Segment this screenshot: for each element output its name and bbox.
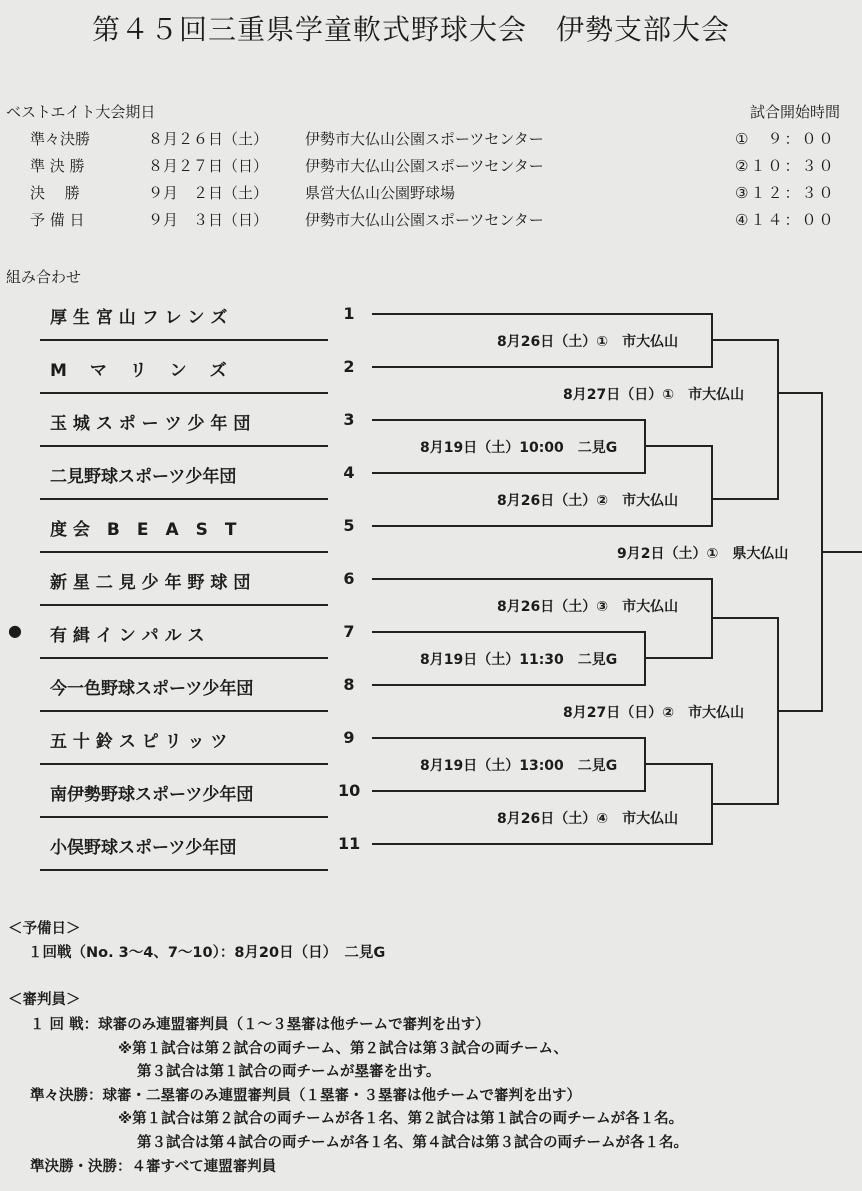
match-label: 8月26日（土）① 市大仏山 xyxy=(497,334,679,350)
team-name: 二見野球スポーツ少年団 xyxy=(50,467,237,487)
team-number: 10 xyxy=(338,781,361,800)
umpire-note: ※第１試合は第２試合の両チーム、第２試合は第３試合の両チーム、 xyxy=(118,1041,568,1057)
schedule-date: ８月２７日（日） xyxy=(148,157,269,175)
match-label: 8月27日（日）② 市大仏山 xyxy=(563,705,745,721)
match-label: 8月19日（土）10:00 二見G xyxy=(420,440,618,456)
team-name: 有 緝 イ ン パ ル ス xyxy=(50,626,205,646)
schedule-date: ９月 ３日（日） xyxy=(148,211,269,229)
match-label: 8月26日（土）③ 市大仏山 xyxy=(497,599,679,615)
match-label: 8月19日（土）11:30 二見G xyxy=(420,652,618,668)
start-time: ②１０：３０ xyxy=(735,157,836,175)
start-time-heading: 試合開始時間 xyxy=(749,103,840,121)
team-name: 五 十 鈴 ス ピ リ ッ ツ xyxy=(50,732,228,752)
team-name: 南伊勢野球スポーツ少年団 xyxy=(50,785,254,805)
marker-dot: ● xyxy=(8,621,22,640)
umpire-note: ※第１試合は第２試合の両チームが各１名、第２試合は第１試合の両チームが各１名。 xyxy=(118,1111,684,1127)
team-name: 今一色野球スポーツ少年団 xyxy=(50,679,254,699)
start-time: ① ９：００ xyxy=(735,130,836,148)
bracket-heading: 組み合わせ xyxy=(6,268,82,286)
reserve-heading: ＜予備日＞ xyxy=(8,921,81,937)
team-number: 8 xyxy=(343,675,355,694)
umpire-note: 準決勝・決勝：４審すべて連盟審判員 xyxy=(30,1159,277,1175)
umpire-heading: ＜審判員＞ xyxy=(8,992,81,1008)
match-label: 8月26日（土）④ 市大仏山 xyxy=(497,811,679,827)
schedule-venue: 伊勢市大仏山公園スポーツセンター xyxy=(305,157,544,175)
umpire-note: 準々決勝：球審・二塁審のみ連盟審判員（１塁審・３塁審は他チームで審判を出す） xyxy=(30,1088,581,1104)
team-name: 新 星 二 見 少 年 野 球 団 xyxy=(50,573,251,593)
schedule-venue: 県営大仏山公園野球場 xyxy=(305,184,456,202)
start-time: ③１２：３０ xyxy=(735,184,836,202)
team-name: 小俣野球スポーツ少年団 xyxy=(50,838,237,858)
schedule-date: ８月２６日（土） xyxy=(148,130,269,148)
team-name: 度 会 B E A S T xyxy=(50,520,237,540)
team-number: 3 xyxy=(343,410,355,429)
match-label: 8月26日（土）② 市大仏山 xyxy=(497,493,679,509)
team-number: 9 xyxy=(343,728,355,747)
reserve-line: １回戦（No. 3～4、7～10）：8月20日（日） 二見G xyxy=(28,945,386,961)
umpire-note: 第３試合は第１試合の両チームが塁審を出す。 xyxy=(137,1064,441,1080)
schedule-round: 準 決 勝 xyxy=(30,157,85,175)
team-name: M マ リ ン ズ xyxy=(50,361,227,381)
schedule-round: 予 備 日 xyxy=(30,211,85,229)
schedule-venue: 伊勢市大仏山公園スポーツセンター xyxy=(305,211,544,229)
match-label: 8月19日（土）13:00 二見G xyxy=(420,758,618,774)
team-number: 4 xyxy=(343,463,355,482)
schedule-venue: 伊勢市大仏山公園スポーツセンター xyxy=(305,130,544,148)
team-name: 厚 生 宮 山 フ レ ン ズ xyxy=(50,308,228,328)
team-number: 6 xyxy=(343,569,355,588)
match-label: 9月2日（土）① 県大仏山 xyxy=(617,546,789,562)
team-number: 5 xyxy=(343,516,355,535)
team-number: 1 xyxy=(343,304,355,323)
schedule-round: 準々決勝 xyxy=(30,130,91,148)
umpire-note: 第３試合は第４試合の両チームが各１名、第４試合は第３試合の両チームが各１名。 xyxy=(137,1135,688,1151)
schedule-heading: ベストエイト大会期日 xyxy=(6,103,156,121)
schedule-date: ９月 ２日（土） xyxy=(148,184,269,202)
team-number: 11 xyxy=(338,834,361,853)
page-title: 第４５回三重県学童軟式野球大会 伊勢支部大会 xyxy=(92,13,731,46)
umpire-note: １ 回 戦：球審のみ連盟審判員（１～３塁審は他チームで審判を出す） xyxy=(30,1017,490,1033)
team-name: 玉 城 ス ポ ー ツ 少 年 団 xyxy=(50,414,251,434)
start-time: ④１４：００ xyxy=(735,211,836,229)
match-label: 8月27日（日）① 市大仏山 xyxy=(563,387,745,403)
schedule-round: 決 勝 xyxy=(30,184,80,202)
team-number: 2 xyxy=(343,357,355,376)
team-number: 7 xyxy=(343,622,355,641)
